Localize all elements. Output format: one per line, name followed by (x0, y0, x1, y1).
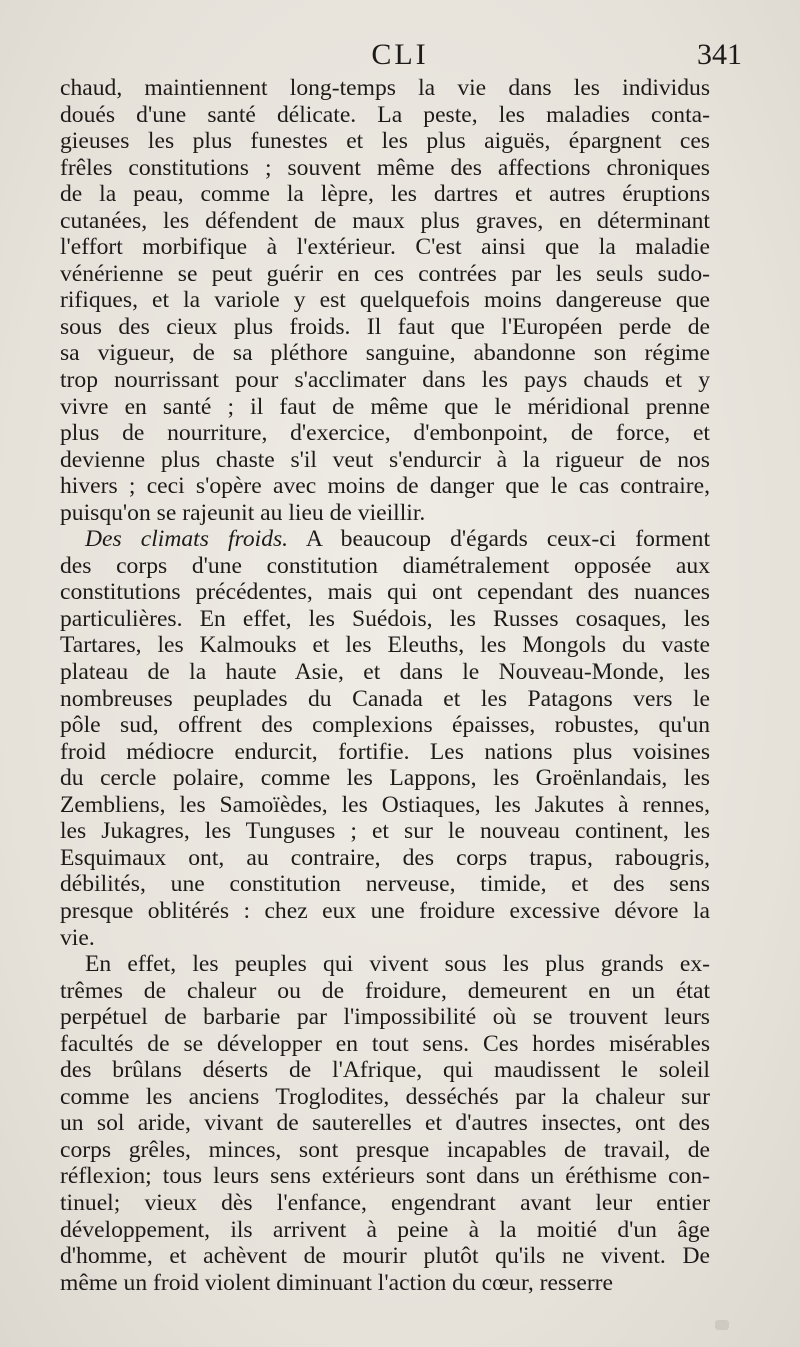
text-line: l'effort morbifique à l'extérieur. C'est ainsi que la maladie (60, 234, 710, 261)
text-line: Des climats froids. A beaucoup d'égards ceux-ci forment (85, 526, 710, 553)
text-line: des corps d'une constitution diamétralement opposée aux (60, 552, 710, 579)
text-line: puisqu'on se rajeunit au lieu de vieillir. (60, 499, 426, 526)
text-line: facultés de se développer en tout sens. Ces hordes misérables (60, 1030, 710, 1057)
paragraph-climats-froids (60, 526, 710, 951)
text-line: Zembliens, les Samoïèdes, les Ostiaques, les Jakutes à rennes, (60, 791, 710, 818)
text-line: du cercle polaire, comme les Lappons, les Groënlandais, les (60, 765, 710, 792)
text-line: sa vigueur, de sa pléthore sanguine, abandonne son régime (60, 340, 710, 367)
text-line: les Jukagres, les Tunguses ; et sur le nouveau continent, les (60, 818, 710, 845)
text-line: débilités, une constitution nerveuse, timide, et des sens (60, 871, 710, 898)
text-line: froid médiocre endurcit, fortifie. Les nations plus voisines (60, 738, 710, 765)
text-line: cutanées, les défendent de maux plus graves, en déterminant (60, 207, 710, 234)
text-line: hivers ; ceci s'opère avec moins de danger que le cas contraire, (60, 473, 710, 500)
text-line: constitutions précédentes, mais qui ont cependant des nuances (60, 579, 710, 606)
text-line: un sol aride, vivant de sauterelles et d'autres insectes, ont des (60, 1110, 710, 1137)
text-line: perpétuel de barbarie par l'impossibilité où se trouvent leurs (60, 1004, 710, 1031)
text-line: réflexion; tous leurs sens extérieurs sont dans un éréthisme con- (60, 1163, 710, 1190)
text-line: presque oblitérés : chez eux une froidure excessive dévore la (60, 897, 710, 924)
text-line: vie. (60, 924, 95, 951)
text-line: trêmes de chaleur ou de froidure, demeurent en un état (60, 977, 710, 1004)
text-line: trop nourrissant pour s'acclimater dans les pays chauds et y (60, 367, 710, 394)
body-text (60, 75, 710, 1296)
text-line: même un froid violent diminuant l'action du cœur, resserre (60, 1269, 614, 1296)
text-line: sous des cieux plus froids. Il faut que l'Européen perde de (60, 313, 710, 340)
page-header (58, 38, 742, 78)
text-line: devienne plus chaste s'il veut s'endurcir à la rigueur de nos (60, 446, 710, 473)
text-line: des brûlans déserts de l'Afrique, qui maudissent le soleil (60, 1057, 710, 1084)
text-line: vénérienne se peut guérir en ces contrées par les seuls sudo- (60, 260, 710, 287)
paragraph-en-effet (60, 951, 710, 1296)
text-line: comme les anciens Troglodites, desséchés par la chaleur sur (60, 1083, 710, 1110)
paragraph-chauds (60, 75, 710, 526)
text-line: développement, ils arrivent à peine à la moitié d'un âge (60, 1216, 710, 1243)
text-line: plateau de la haute Asie, et dans le Nouveau-Monde, les (60, 659, 710, 686)
text-line: Tartares, les Kalmouks et les Eleuths, les Mongols du vaste (60, 632, 710, 659)
page-number: 341 (697, 38, 742, 71)
paper-stain (715, 1320, 729, 1330)
text-line: frêles constitutions ; souvent même des affections chroniques (60, 154, 710, 181)
text-line: rifiques, et la variole y est quelquefois moins dangereuse que (60, 287, 710, 314)
text-line: En effet, les peuples qui vivent sous les plus grands ex- (85, 951, 710, 978)
text-line: gieuses les plus funestes et les plus aiguës, épargnent ces (60, 128, 710, 155)
section-run-in-heading: Des climats froids. (85, 526, 289, 553)
section-signature: CLI (371, 38, 429, 71)
text-line: d'homme, et achèvent de mourir plutôt qu'ils ne vivent. De (60, 1243, 710, 1270)
text-line: Esquimaux ont, au contraire, des corps trapus, rabougris, (60, 844, 710, 871)
text-line: particulières. En effet, les Suédois, les Russes cosaques, les (60, 605, 710, 632)
text-line: chaud, maintiennent long-temps la vie dans les individus (60, 75, 710, 101)
text-line: corps grêles, minces, sont presque incapables de travail, de (60, 1136, 710, 1163)
text-line: pôle sud, offrent des complexions épaisses, robustes, qu'un (60, 712, 710, 739)
text-line: nombreuses peuplades du Canada et les Patagons vers le (60, 685, 710, 712)
text-line: plus de nourriture, d'exercice, d'embonpoint, de force, et (60, 420, 710, 447)
text-line: tinuel; vieux dès l'enfance, engendrant avant leur entier (60, 1189, 710, 1216)
text-line: vivre en santé ; il faut de même que le méridional prenne (60, 393, 710, 420)
text-line: de la peau, comme la lèpre, les dartres et autres éruptions (60, 181, 710, 208)
text-line: doués d'une santé délicate. La peste, les maladies conta- (60, 101, 710, 128)
